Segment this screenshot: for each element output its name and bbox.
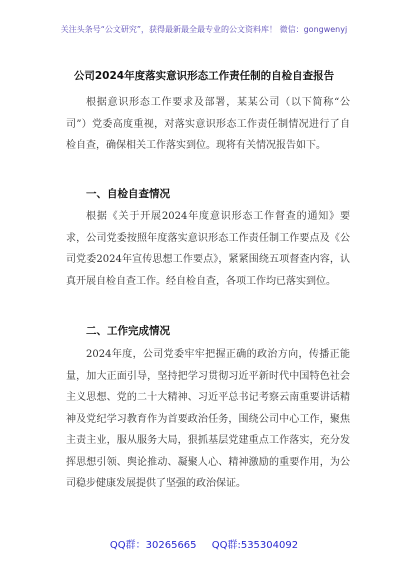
section-1-heading: 一、自检自查情况 <box>86 188 170 200</box>
document-title: 公司2024年度落实意识形态工作责任制的自检自查报告 <box>73 70 335 82</box>
intro-paragraph: 根据意识形态工作要求及部署，某某公司（以下简称“公司”）党委高度重视，对落实意识形态工作责任制情况进行了自检自查，确保相关工作落实到位。现将有关情况报告如下。 <box>66 97 350 151</box>
section-2-paragraph: 2024年度，公司党委牢牢把握正确的政治方向，传播正能量，加大正面引导，坚持把学习贯彻习近平新时代中国特色社会主义思想、党的二十大精神、习近平总书记考察云南重要讲话精神及党纪学习教育作为首要政治任务，围绕公司中心工作，聚焦主责主业，服从服务大局，狠抓基层党建重点工作落实，充分发挥思想引领、舆论推动、凝聚人心、精神激励的重要作用，为公司稳步健康发展提供了坚强的政治保证。 <box>66 349 350 489</box>
section-2-heading: 二、工作完成情况 <box>86 325 170 337</box>
footer <box>0 536 408 551</box>
promo-banner: 关注头条号“公文研究”，获得最新最全最专业的公文资料库！ 微信：gongwenyj <box>60 25 348 34</box>
footer-qq-group-1: QQ群：30265665 <box>109 540 197 551</box>
footer-qq-group-2: QQ群:535304092 <box>211 540 299 551</box>
section-1-paragraph: 根据《关于开展2024年度意识形态工作督查的通知》要求，公司党委按照年度落实意识形态工作责任制工作要点及《公司党委2024年宣传思想工作要点》，紧紧围绕五项督查内容，认真开展自检自查工作。经自检自查，各项工作均已落实到位。 <box>66 211 350 287</box>
